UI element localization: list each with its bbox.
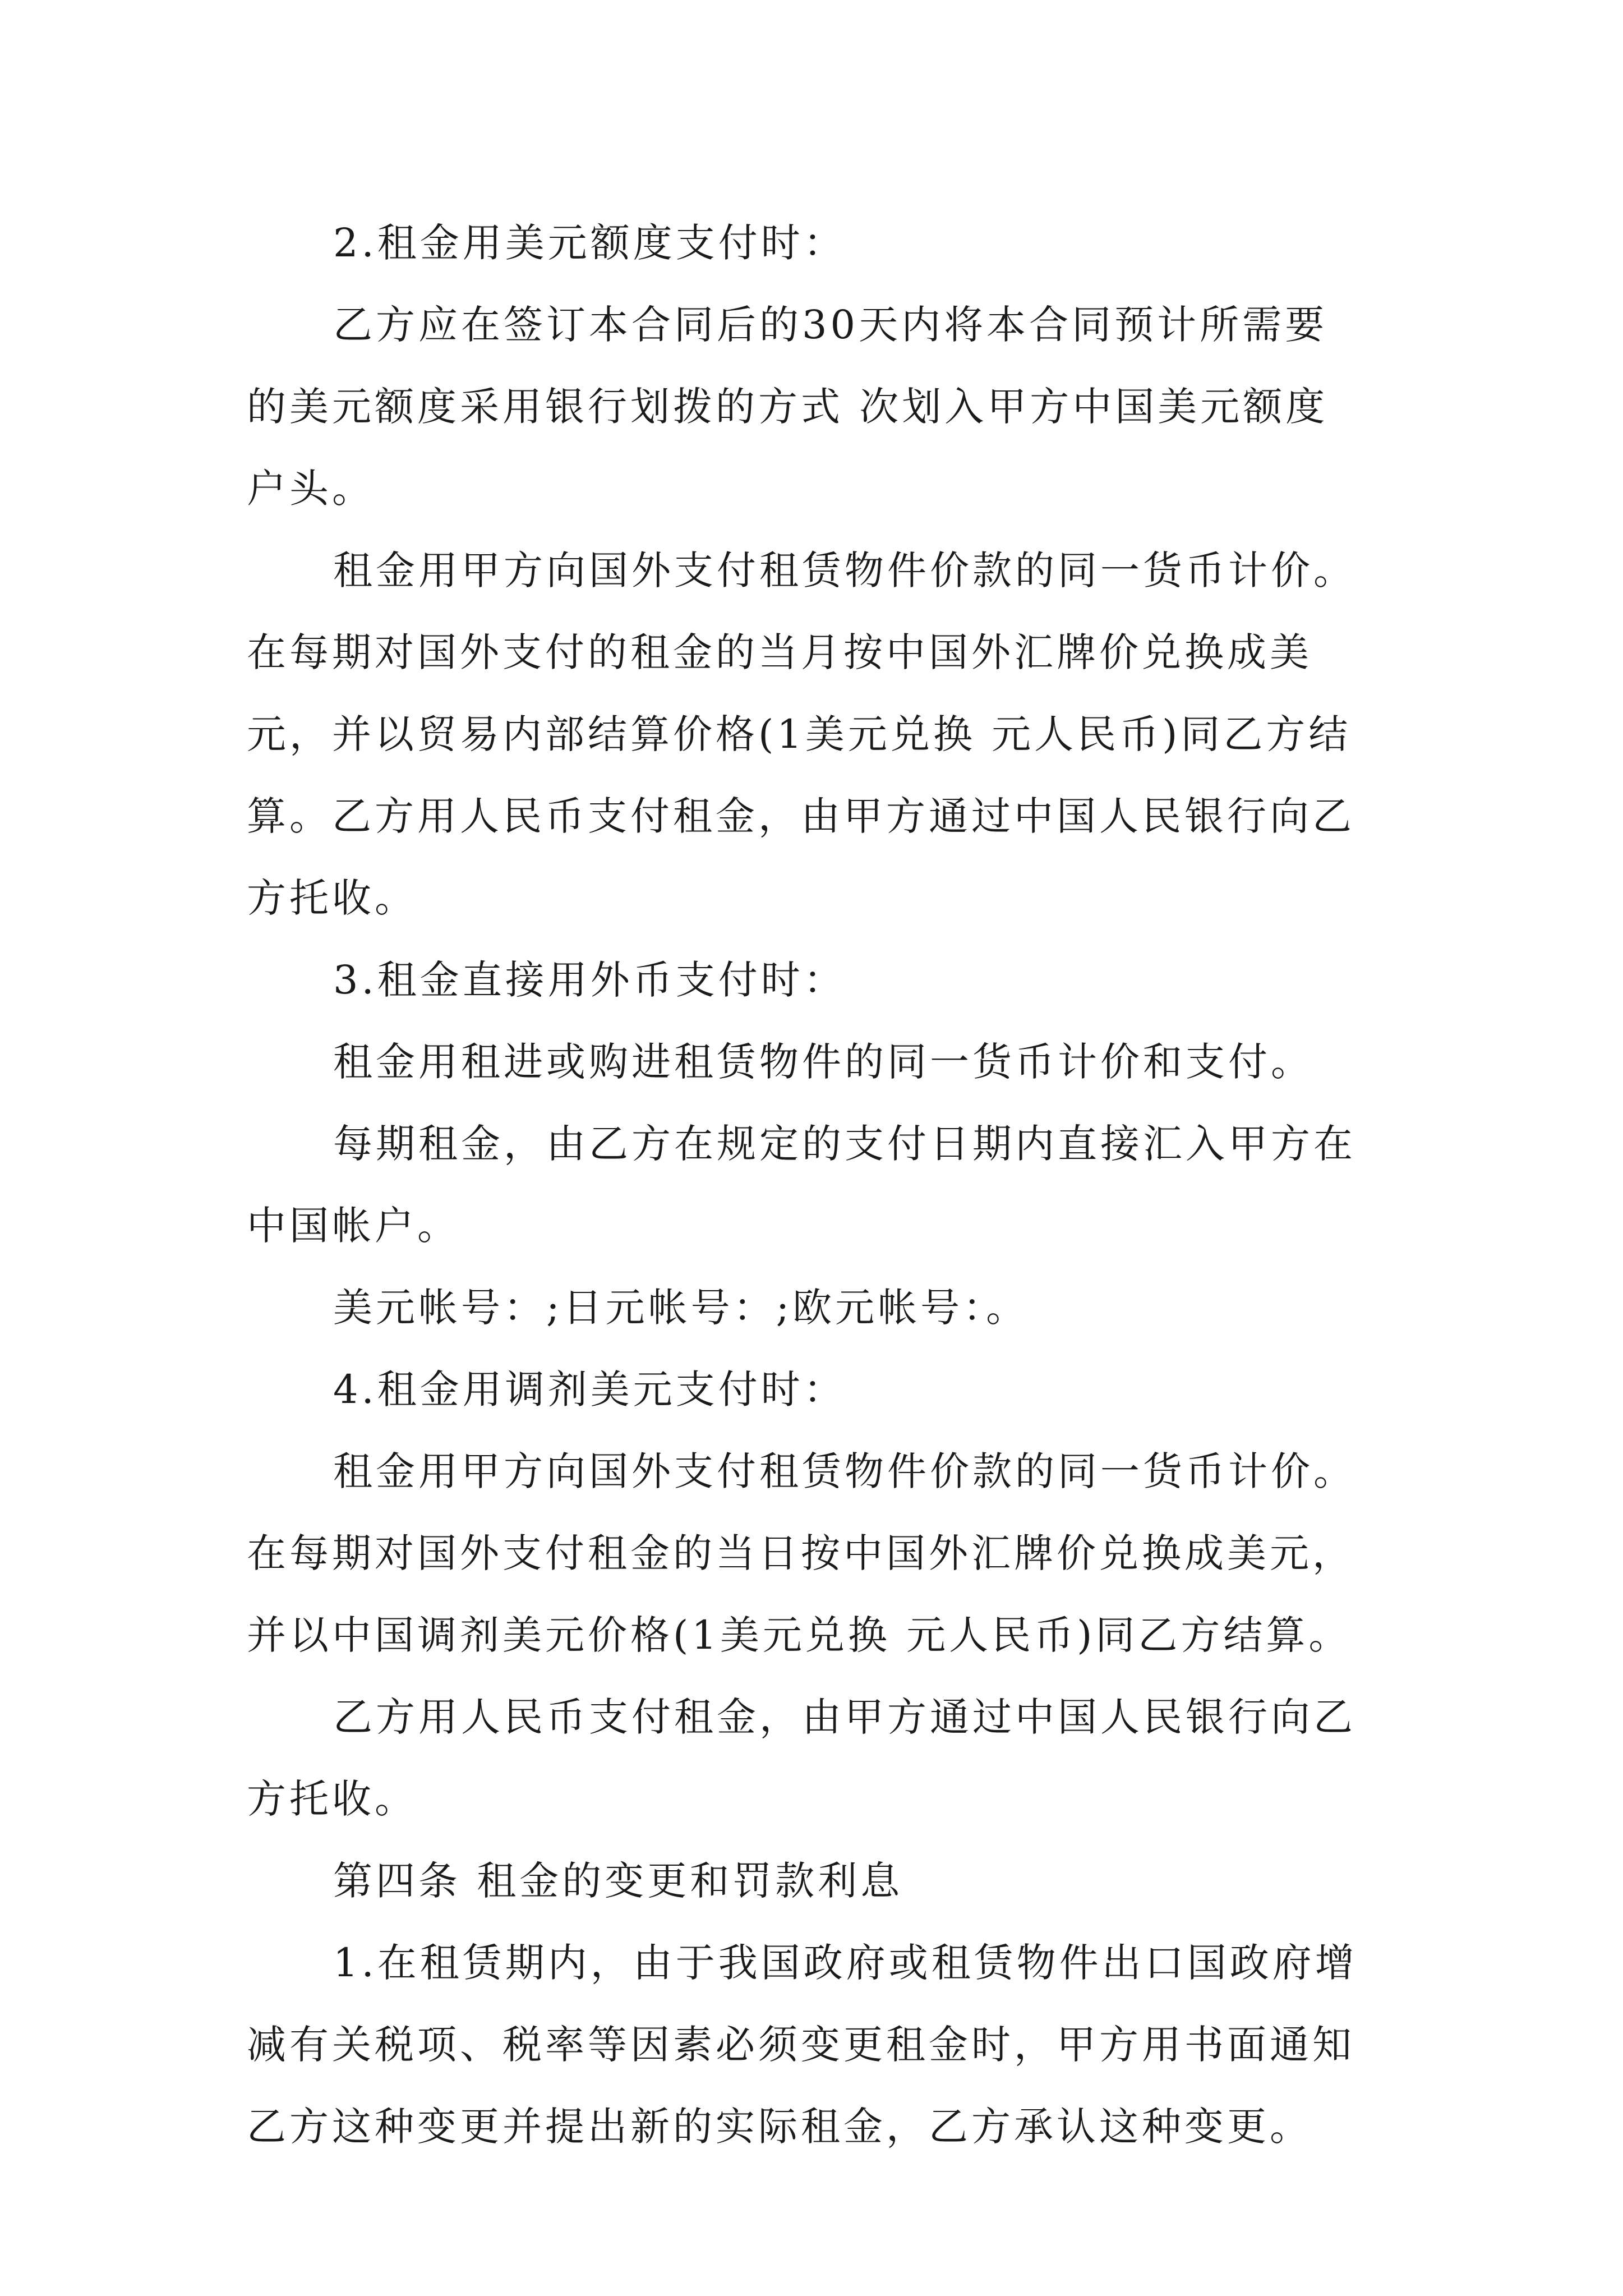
paragraph-line: 并以中国调剂美元价格(1美元兑换 元人民币)同乙方结算。: [247, 1612, 1352, 1658]
paragraph-line: 4.租金用调剂美元支付时：: [333, 1366, 846, 1412]
paragraph-line: 租金用甲方向国外支付租赁物件价款的同一货币计价。: [333, 547, 1356, 593]
paragraph-line: 乙方这种变更并提出新的实际租金，乙方承认这种变更。: [247, 2104, 1312, 2150]
paragraph-line: 租金用租进或购进租赁物件的同一货币计价和支付。: [333, 1039, 1313, 1085]
paragraph-line: 3.租金直接用外币支付时：: [333, 957, 846, 1003]
paragraph-line: 方托收。: [247, 1776, 417, 1822]
paragraph-line: 户头。: [247, 466, 375, 512]
paragraph-line: 每期租金，由乙方在规定的支付日期内直接汇入甲方在: [333, 1121, 1356, 1167]
paragraph-line: 算。乙方用人民币支付租金，由甲方通过中国人民银行向乙: [247, 793, 1355, 839]
paragraph-line: 减有关税项、税率等因素必须变更租金时，甲方用书面通知: [247, 2022, 1355, 2068]
paragraph-line: 乙方应在签订本合同后的30天内将本合同预计所需要: [333, 302, 1328, 348]
paragraph-line: 乙方用人民币支付租金，由甲方通过中国人民银行向乙: [333, 1694, 1356, 1740]
document-page: [247, 202, 1391, 2168]
paragraph-line: 1.在租赁期内，由于我国政府或租赁物件出口国政府增: [333, 1940, 1358, 1986]
paragraph-line: 中国帐户。: [247, 1203, 460, 1249]
paragraph-line: 2.租金用美元额度支付时：: [333, 220, 846, 266]
section-heading: 第四条 租金的变更和罚款利息: [333, 1858, 903, 1904]
paragraph-line: 元，并以贸易内部结算价格(1美元兑换 元人民币)同乙方结: [247, 711, 1352, 757]
paragraph-line: 租金用甲方向国外支付租赁物件价款的同一货币计价。: [333, 1448, 1356, 1494]
paragraph-line: 美元帐号：;日元帐号：;欧元帐号：。: [333, 1285, 1029, 1331]
paragraph-line: 的美元额度采用银行划拨的方式 次划入甲方中国美元额度: [247, 384, 1329, 430]
paragraph-line: 在每期对国外支付租金的当日按中国外汇牌价兑换成美元，: [247, 1530, 1355, 1576]
paragraph-line: 在每期对国外支付的租金的当月按中国外汇牌价兑换成美: [247, 629, 1312, 675]
paragraph-line: 方托收。: [247, 875, 417, 921]
